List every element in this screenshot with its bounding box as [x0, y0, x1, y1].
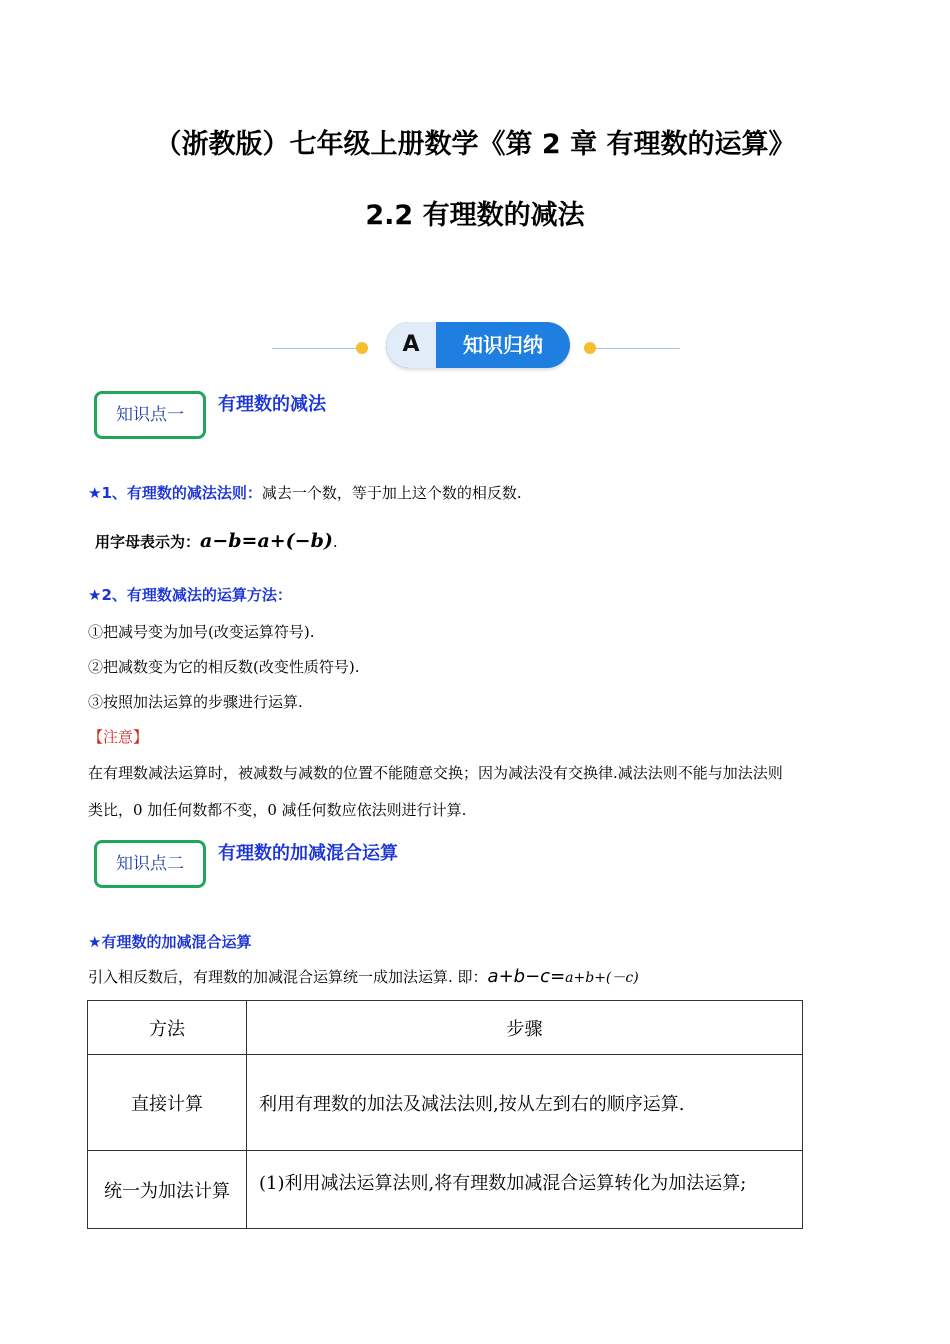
page-subtitle: 2.2 有理数的减法: [365, 200, 585, 231]
mixed-operation-heading: ★有理数的加减混合运算: [88, 933, 252, 951]
method-heading: ★2、有理数减法的运算方法：: [88, 586, 292, 604]
rule-text: 减去一个数，等于加上这个数的相反数.: [261, 484, 522, 502]
subtraction-rule: [88, 482, 522, 503]
banner-line-right: [596, 348, 680, 349]
letter-formula: a−b=a+(−b): [200, 530, 333, 552]
table-cell-method: 直接计算: [88, 1055, 247, 1151]
rule-heading: ★1、有理数的减法法则: [88, 484, 247, 502]
knowledge-point-box-1: 知识点一: [94, 391, 206, 439]
note-line-2: 类比，0 加任何数都不变，0 减任何数应依法则进行计算.: [88, 801, 467, 819]
note-label: 【注意】: [88, 728, 149, 746]
table-header-steps: 步骤: [247, 1001, 803, 1055]
note-line-1: 在有理数减法运算时，被减数与减数的位置不能随意交换；因为减法没有交换律.减法法则不能与加法法则: [88, 764, 783, 782]
table-cell-method: 统一为加法计算: [88, 1151, 247, 1229]
mixed-operation-intro: [88, 966, 639, 987]
letter-expression: [95, 530, 338, 552]
banner-line-left: [272, 348, 362, 349]
banner-dot-left: [356, 342, 368, 354]
formula-left: a+b−c=: [487, 966, 566, 987]
table-cell-steps: (1)利用减法运算法则,将有理数加减混合运算转化为加法运算;: [247, 1151, 803, 1229]
step-1: ①把减号变为加号(改变运算符号).: [88, 623, 315, 641]
table-cell-steps: 利用有理数的加法及减法法则,按从左到右的顺序运算.: [247, 1055, 803, 1151]
knowledge-point-title-2: 有理数的加减混合运算: [218, 843, 398, 864]
banner-label: 知识归纳: [463, 333, 543, 357]
table-row: [88, 1055, 803, 1151]
step-3: ③按照加法运算的步骤进行运算.: [88, 693, 303, 711]
methods-table: [87, 1000, 803, 1229]
table-header-row: [88, 1001, 803, 1055]
rule-colon: ：: [246, 484, 262, 502]
letter-suffix: .: [332, 533, 338, 551]
page-title: （浙教版）七年级上册数学《第 2 章 有理数的运算》: [154, 129, 796, 160]
formula-right: a+b+(－c): [565, 970, 639, 986]
knowledge-point-title-1: 有理数的减法: [218, 394, 326, 415]
letter-prefix: 用字母表示为：: [95, 533, 201, 551]
banner-dot-right: [584, 342, 596, 354]
table-row: [88, 1151, 803, 1229]
intro-text: 引入相反数后，有理数的加减混合运算统一成加法运算. 即：: [88, 968, 488, 986]
step-2: ②把减数变为它的相反数(改变性质符号).: [88, 658, 360, 676]
knowledge-point-box-2: 知识点二: [94, 840, 206, 888]
table-header-method: 方法: [88, 1001, 247, 1055]
banner-letter: A: [386, 322, 436, 368]
section-banner: [386, 322, 570, 368]
